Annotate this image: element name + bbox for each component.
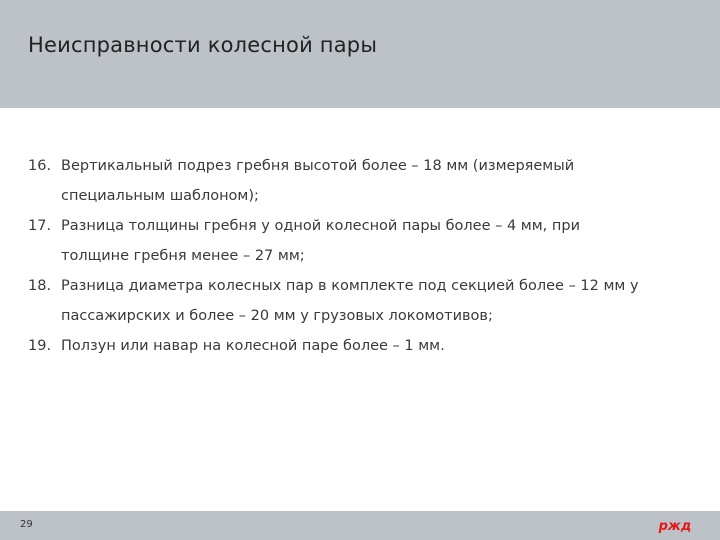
- list-item-line: пассажирских и более – 20 мм у грузовых локомотивов;: [61, 308, 493, 324]
- list-item: [28, 331, 698, 361]
- list-item-number: 19.: [28, 338, 52, 354]
- list-item-number: 17.: [28, 218, 52, 234]
- list-item-line: Разница толщины гребня у одной колесной пары более – 4 мм, при: [61, 218, 581, 234]
- slide-footer: [0, 511, 720, 540]
- list-item: [28, 211, 698, 271]
- page-number: 29: [20, 519, 33, 530]
- list-item-line: специальным шаблоном);: [61, 188, 259, 204]
- list-item: [28, 151, 698, 211]
- list-item-line: Ползун или навар на колесной паре более – 1 мм.: [61, 338, 445, 354]
- list-item-number: 18.: [28, 278, 52, 294]
- malfunction-list: [28, 151, 698, 361]
- slide-header: [0, 0, 720, 108]
- svg-text:ржд: ржд: [658, 519, 692, 534]
- list-item: [28, 271, 698, 331]
- list-item-line: толщине гребня менее – 27 мм;: [61, 248, 305, 264]
- list-item-line: Разница диаметра колесных пар в комплекте под секцией более – 12 мм у: [61, 278, 639, 294]
- rzd-logo-icon: [656, 517, 694, 535]
- list-item-line: Вертикальный подрез гребня высотой более – 18 мм (измеряемый: [61, 158, 575, 174]
- slide-title: Неисправности колесной пары: [28, 33, 378, 57]
- list-item-number: 16.: [28, 158, 52, 174]
